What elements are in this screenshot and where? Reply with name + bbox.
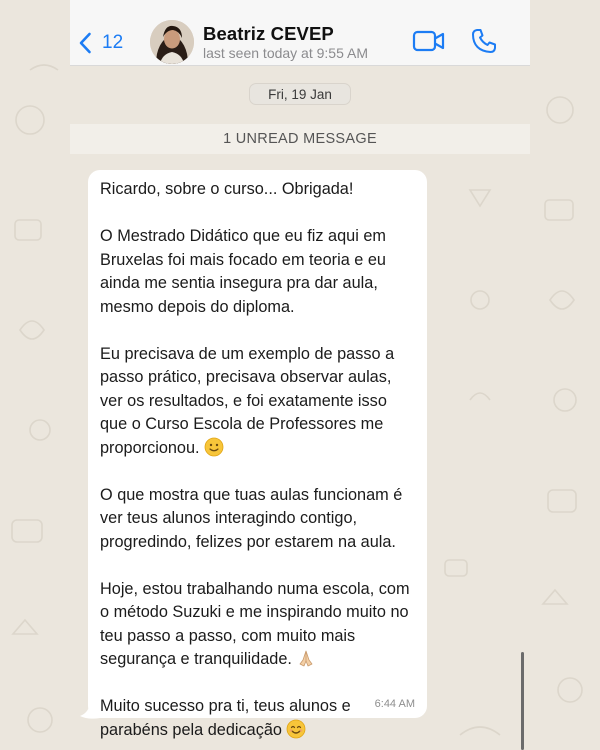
- message-paragraph: Ricardo, sobre o curso... Obrigada!: [100, 180, 354, 198]
- chat-header: [70, 0, 530, 66]
- video-call-icon: [412, 28, 446, 54]
- back-chevron-icon: [78, 32, 92, 54]
- folded-hands-emoji: [296, 648, 316, 668]
- message-paragraph: O que mostra que tuas aulas funcionam é ver teus alunos interagindo contigo, progredindo, felizes por estarem na aula.: [100, 485, 403, 551]
- contact-last-seen: last seen today at 9:55 AM: [203, 45, 368, 61]
- back-button[interactable]: [78, 30, 128, 56]
- message-paragraph: Eu precisava de um exemplo de passo a passo prático, precisava observar aulas, ver os resultados, e foi exatamente isso que o Curso Escola de Professores me proporcionou.: [100, 344, 395, 457]
- message-paragraph: Hoje, estou trabalhando numa escola, com o método Suzuki e me inspirando muito no teu passo a passo, com muito mais segurança e tranquilidade.: [100, 579, 410, 668]
- unread-chats-count: 12: [102, 32, 124, 53]
- message-paragraph: Muito sucesso pra ti, teus alunos e parabéns pela dedicação: [100, 697, 351, 739]
- chat-scrollbar[interactable]: [521, 652, 524, 750]
- message-bubble[interactable]: [88, 170, 427, 739]
- message-paragraph: O Mestrado Didático que eu fiz aqui em Bruxelas foi mais focado em teoria e eu ainda me sentia insegura pra dar aula, mesmo depois do diploma.: [100, 227, 386, 316]
- slightly-smiling-face-emoji: [204, 437, 224, 457]
- voice-call-button[interactable]: [470, 27, 498, 55]
- phone-icon: [470, 27, 498, 55]
- video-call-button[interactable]: [412, 28, 446, 54]
- unread-messages-banner: 1 UNREAD MESSAGE: [70, 124, 530, 154]
- contact-name[interactable]: Beatriz CEVEP: [203, 23, 334, 44]
- date-separator: Fri, 19 Jan: [249, 83, 351, 105]
- avatar[interactable]: [150, 20, 194, 64]
- message-timestamp: 6:44 AM: [374, 698, 415, 710]
- smiling-face-emoji: [286, 719, 306, 739]
